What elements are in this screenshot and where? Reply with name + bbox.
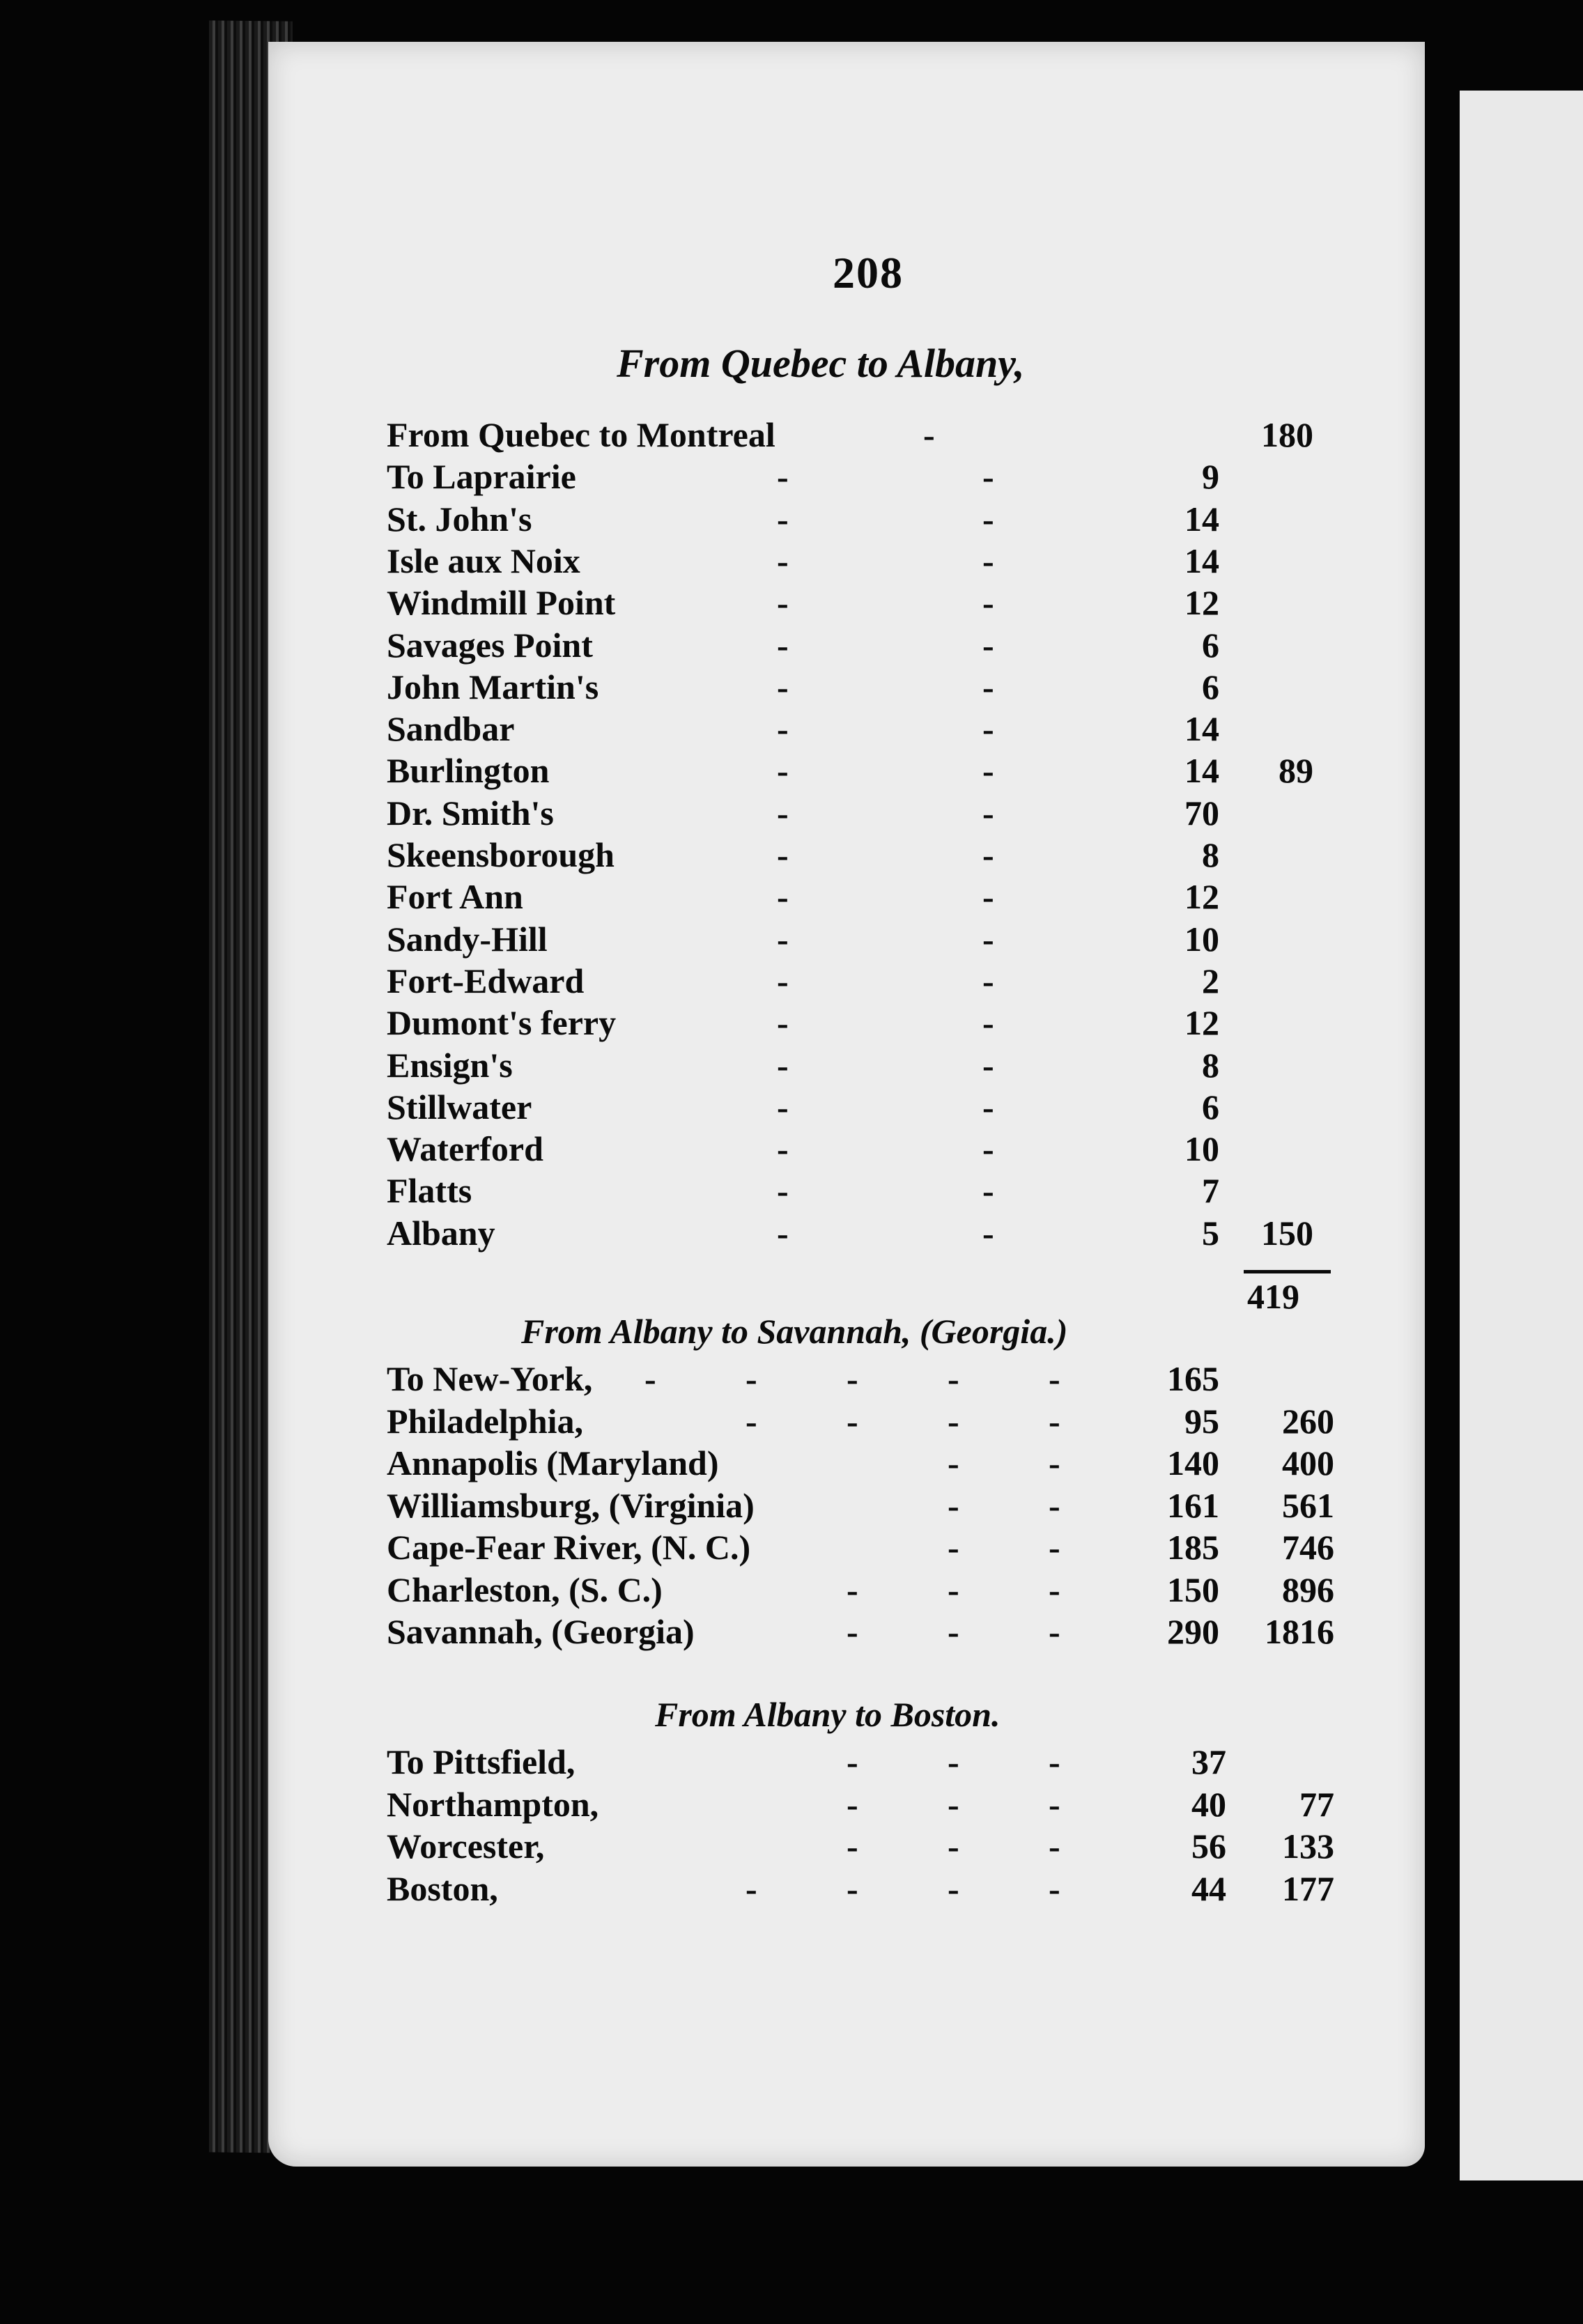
table-row [387,1045,1376,1087]
place-name: Ensign's [387,1045,513,1085]
section-total: 419 [1247,1277,1299,1316]
cumulative-value: 260 [1282,1401,1334,1441]
leader-dash: - [948,1612,959,1651]
distance-value: 7 [1202,1171,1219,1211]
leader-dash: - [1049,1485,1060,1525]
distance-value: 10 [1184,1129,1219,1169]
table-row [387,1002,1376,1044]
leader-dash: - [948,1570,959,1609]
leader-dash: - [982,667,994,706]
place-name: Cape-Fear River, (N. C.) [387,1528,751,1567]
distance-value: 8 [1202,1045,1219,1085]
leader-dash: - [982,961,994,1000]
leader-dash: - [777,1213,789,1253]
leader-dash: - [847,1612,858,1651]
distance-value: 14 [1184,499,1219,539]
leader-dash: - [777,667,789,706]
cumulative-value: 896 [1282,1570,1334,1609]
cumulative-value: 180 [1261,415,1313,454]
distance-value: 14 [1184,709,1219,749]
place-name: Flatts [387,1171,472,1211]
leader-dash: - [1049,1570,1060,1609]
distance-value: 14 [1184,751,1219,791]
leader-dash: - [1049,1528,1060,1567]
leader-dash: - [847,1742,858,1781]
distance-value: 14 [1184,541,1219,580]
leader-dash: - [1049,1784,1060,1824]
leader-dash: - [1049,1868,1060,1908]
leader-dash: - [777,499,789,539]
place-name: To Pittsfield, [387,1742,576,1781]
place-name: Albany [387,1213,495,1253]
table-row [387,876,1376,918]
distance-value: 165 [1167,1359,1219,1398]
table-row [387,1570,1376,1611]
table-row [387,961,1376,1002]
leader-dash: - [982,457,994,497]
distance-value: 150 [1167,1570,1219,1609]
place-name: Waterford [387,1129,543,1169]
leader-dash: - [777,541,789,580]
place-name: Sandbar [387,709,515,749]
place-name: Burlington [387,751,550,791]
leader-dash: - [982,1213,994,1253]
leader-dash: - [777,625,789,665]
leader-dash: - [982,709,994,749]
table-row [387,1826,1376,1868]
distance-value: 9 [1202,457,1219,497]
place-name: Boston, [387,1868,498,1908]
leader-dash: - [777,877,789,917]
leader-dash: - [777,457,789,497]
cumulative-value: 177 [1282,1868,1334,1908]
place-name: From Quebec to Montreal [387,415,775,454]
place-name: Dumont's ferry [387,1003,617,1043]
cumulative-value: 400 [1282,1443,1334,1482]
place-name: John Martin's [387,667,599,706]
place-name: Charleston, (S. C.) [387,1570,663,1609]
distance-value: 40 [1191,1784,1226,1824]
distance-value: 10 [1184,919,1219,959]
facing-page-fragment [1460,91,1583,2180]
leader-dash: - [847,1570,858,1609]
distance-value: 161 [1167,1485,1219,1525]
distance-value: 6 [1202,625,1219,665]
leader-dash: - [777,709,789,749]
leader-dash: - [746,1868,757,1908]
place-name: To New-York, [387,1359,593,1398]
table-row [387,1170,1376,1212]
place-name: Philadelphia, [387,1401,584,1441]
leader-dash: - [982,793,994,832]
place-name: Windmill Point [387,583,616,623]
table-row [387,1784,1376,1826]
leader-dash: - [777,1129,789,1169]
place-name: Northampton, [387,1784,599,1824]
distance-value: 12 [1184,583,1219,623]
leader-dash: - [1049,1359,1060,1398]
table-row [387,1485,1376,1527]
leader-dash: - [982,1087,994,1126]
table-row [387,835,1376,876]
table-row [387,541,1376,582]
place-name: Dr. Smith's [387,793,554,832]
distance-value: 2 [1202,961,1219,1000]
place-name: Annapolis (Maryland) [387,1443,719,1482]
table-row [387,625,1376,667]
leader-dash: - [847,1784,858,1824]
leader-dash: - [948,1827,959,1866]
section-title-albany-boston: From Albany to Boston. [655,1695,1001,1734]
table-row [387,415,1376,456]
leader-dash: - [746,1359,757,1398]
distance-value: 290 [1167,1612,1219,1651]
leader-dash: - [948,1742,959,1781]
leader-dash: - [982,1045,994,1085]
table-row [387,1742,1376,1783]
table-row [387,456,1376,498]
leader-dash: - [1049,1612,1060,1651]
leader-dash: - [948,1401,959,1441]
table-row [387,1443,1376,1485]
leader-dash: - [948,1868,959,1908]
table-row [387,750,1376,792]
place-name: Williamsburg, (Virginia) [387,1485,755,1525]
distance-value: 8 [1202,835,1219,874]
cumulative-value: 561 [1282,1485,1334,1525]
place-name: Sandy-Hill [387,919,548,959]
leader-dash: - [948,1443,959,1482]
leader-dash: - [982,1171,994,1211]
leader-dash: - [847,1827,858,1866]
cumulative-value: 746 [1282,1528,1334,1567]
place-name: To Laprairie [387,457,576,497]
leader-dash: - [982,919,994,959]
cumulative-value: 133 [1282,1827,1334,1866]
distance-value: 12 [1184,1003,1219,1043]
distance-value: 37 [1191,1742,1226,1781]
leader-dash: - [777,793,789,832]
distance-value: 185 [1167,1528,1219,1567]
leader-dash: - [847,1401,858,1441]
leader-dash: - [777,751,789,791]
distance-value: 44 [1191,1868,1226,1908]
leader-dash: - [847,1359,858,1398]
place-name: St. John's [387,499,532,539]
leader-dash: - [777,919,789,959]
cumulative-value: 77 [1299,1784,1334,1824]
table-row [387,582,1376,624]
table-row [387,1611,1376,1653]
section-title-albany-savannah: From Albany to Savannah, (Georgia.) [521,1312,1068,1351]
table-row [387,499,1376,541]
table-row [387,1358,1376,1400]
leader-dash: - [982,541,994,580]
place-name: Savages Point [387,625,593,665]
place-name: Fort-Edward [387,961,585,1000]
leader-dash: - [948,1359,959,1398]
table-row [387,1527,1376,1569]
distance-value: 12 [1184,877,1219,917]
leader-dash: - [982,877,994,917]
table-row [387,1401,1376,1443]
section-title-quebec-albany: From Quebec to Albany, [617,341,1025,386]
distance-value: 140 [1167,1443,1219,1482]
leader-dash: - [923,415,935,454]
leader-dash: - [1049,1401,1060,1441]
leader-dash: - [777,1171,789,1211]
leader-dash: - [948,1528,959,1567]
leader-dash: - [982,499,994,539]
distance-value: 6 [1202,1087,1219,1126]
leader-dash: - [1049,1742,1060,1781]
leader-dash: - [746,1401,757,1441]
distance-value: 95 [1184,1401,1219,1441]
total-rule [1244,1270,1331,1273]
place-name: Fort Ann [387,877,523,917]
leader-dash: - [1049,1443,1060,1482]
cumulative-value: 89 [1279,751,1313,791]
leader-dash: - [982,1003,994,1043]
place-name: Skeensborough [387,835,615,874]
table-row [387,667,1376,708]
leader-dash: - [777,583,789,623]
gutter-shadow [1434,56,1460,2180]
leader-dash: - [777,1045,789,1085]
table-row [387,1129,1376,1170]
leader-dash: - [982,751,994,791]
distance-value: 6 [1202,667,1219,706]
table-row [387,1213,1376,1255]
distance-value: 56 [1191,1827,1226,1866]
table-row [387,793,1376,835]
table-row [387,708,1376,750]
place-name: Stillwater [387,1087,532,1126]
table-row [387,1868,1376,1910]
place-name: Savannah, (Georgia) [387,1612,695,1651]
leader-dash: - [1049,1827,1060,1866]
leader-dash: - [777,1087,789,1126]
cumulative-value: 1816 [1265,1612,1334,1651]
leader-dash: - [777,961,789,1000]
page-number: 208 [833,248,904,297]
table-row [387,919,1376,961]
leader-dash: - [777,835,789,874]
table-row [387,1087,1376,1129]
leader-dash: - [982,1129,994,1169]
place-name: Isle aux Noix [387,541,580,580]
distance-value: 70 [1184,793,1219,832]
leader-dash: - [982,625,994,665]
cumulative-value: 150 [1261,1213,1313,1253]
leader-dash: - [948,1784,959,1824]
leader-dash: - [644,1359,656,1398]
leader-dash: - [948,1485,959,1525]
leader-dash: - [982,835,994,874]
place-name: Worcester, [387,1827,545,1866]
leader-dash: - [982,583,994,623]
distance-value: 5 [1202,1213,1219,1253]
leader-dash: - [777,1003,789,1043]
leader-dash: - [847,1868,858,1908]
